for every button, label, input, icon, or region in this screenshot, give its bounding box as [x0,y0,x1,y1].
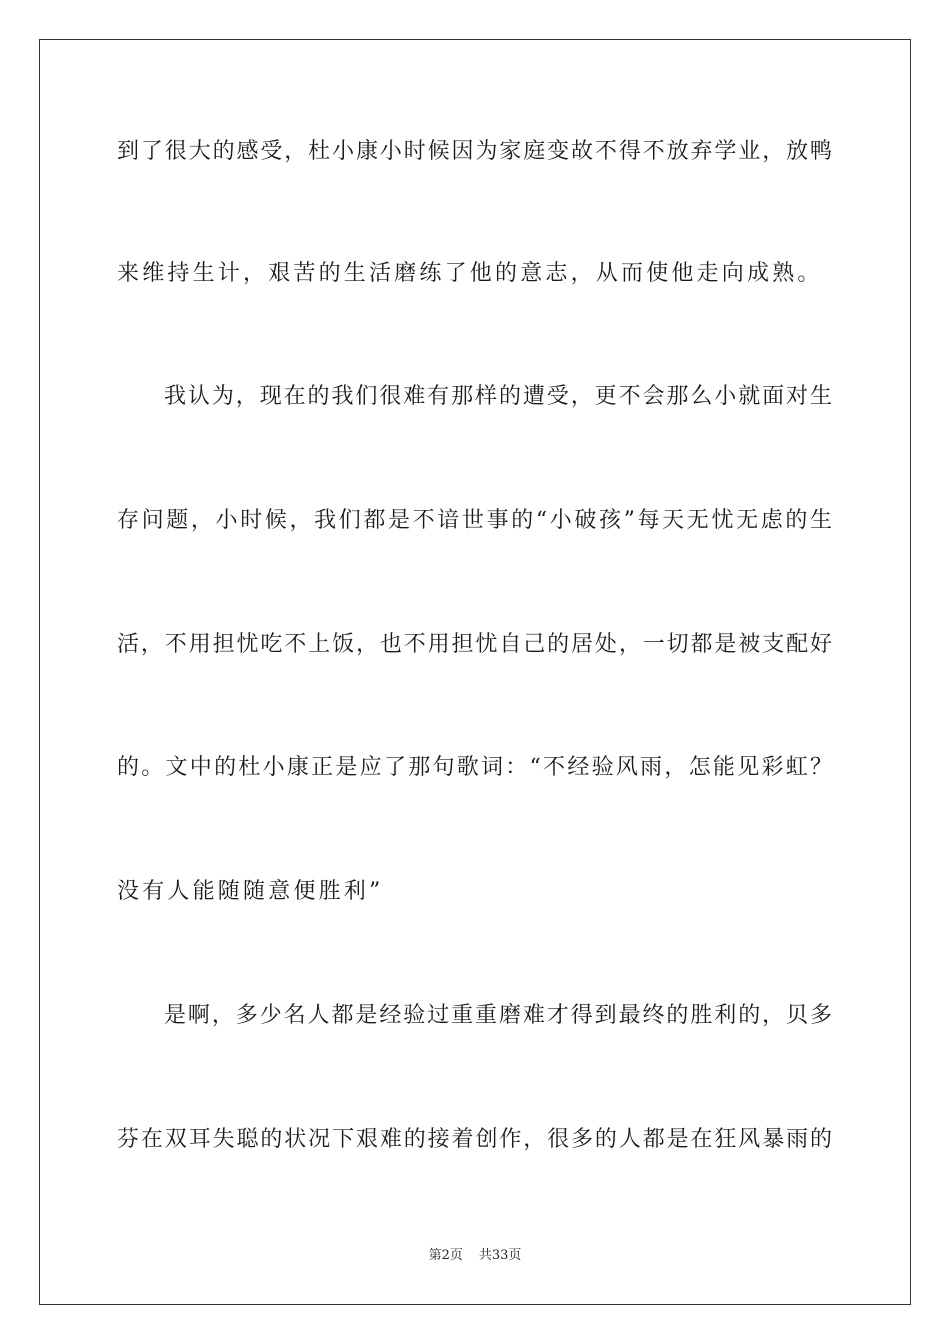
text-line: 芬在双耳失聪的状况下艰难的接着创作，很多的人都是在狂风暴雨的 [117,1127,832,1152]
text-line: 活，不用担忧吃不上饭，也不用担忧自己的居处，一切都是被支配好 [117,632,832,657]
text-line: 是啊，多少名人都是经验过重重磨难才得到最终的胜利的，贝多 [164,1003,832,1028]
text-line: 存问题，小时候，我们都是不谙世事的“小破孩”每天无忧无虑的生 [117,508,832,533]
text-line: 到了很大的感受，杜小康小时候因为家庭变故不得不放弃学业，放鸭 [117,139,832,164]
text-line: 来维持生计，艰苦的生活磨练了他的意志，从而使他走向成熟。 [117,261,823,286]
page-footer [0,1247,950,1265]
page-number: 第2页 [428,1248,463,1263]
text-line: 我认为，现在的我们很难有那样的遭受，更不会那么小就面对生 [164,384,832,409]
page-total: 共33页 [478,1248,522,1263]
text-line: 没有人能随随意便胜利” [117,879,384,904]
page-border [39,39,911,1305]
text-line: 的。文中的杜小康正是应了那句歌词：“不经验风雨，怎能见彩虹？ [117,755,832,780]
